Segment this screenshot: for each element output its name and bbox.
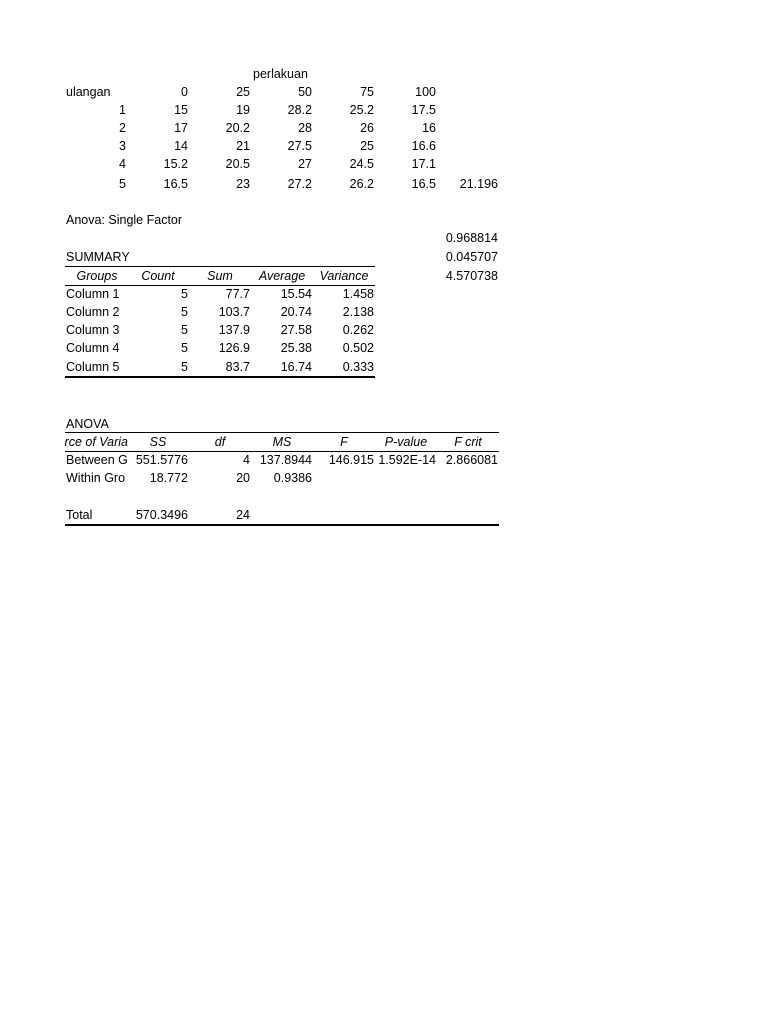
rep-number: 2 (119, 121, 126, 135)
anova-total-df: 24 (236, 508, 250, 522)
anova-header-f: F (340, 435, 348, 449)
data-cell: 27.2 (287, 177, 312, 191)
summary-cell: 2.138 (342, 305, 374, 319)
treatment-col-75: 75 (360, 85, 374, 99)
data-cell: 20.2 (225, 121, 250, 135)
summary-cell: 16.74 (280, 360, 312, 374)
summary-cell: 77.7 (225, 287, 250, 301)
anova-header-df: df (214, 435, 226, 449)
anova-cell: 4 (243, 453, 250, 467)
anova-header-f-crit: F crit (454, 435, 482, 449)
data-cell: 25.2 (349, 103, 374, 117)
treatment-header: perlakuan (253, 67, 308, 81)
treatment-col-25: 25 (236, 85, 250, 99)
data-cell: 28.2 (287, 103, 312, 117)
summary-cell: 126.9 (218, 341, 250, 355)
summary-cell: 83.7 (225, 360, 250, 374)
summary-cell: 0.502 (342, 341, 374, 355)
side-value: 4.570738 (445, 269, 498, 283)
data-cell: 16.5 (163, 177, 188, 191)
anova-cell: 18.772 (149, 471, 188, 485)
extra-value-cell: 21.196 (459, 177, 498, 191)
summary-group-label: Column 1 (66, 287, 120, 301)
data-cell: 14 (174, 139, 188, 153)
summary-header-variance: Variance (319, 269, 369, 283)
anova-header-p-value: P-value (384, 435, 428, 449)
summary-group-label: Column 5 (66, 360, 120, 374)
anova-single-factor-title: Anova: Single Factor (66, 213, 183, 227)
summary-cell: 25.38 (280, 341, 312, 355)
anova-total-label: Total (66, 508, 93, 522)
data-cell: 26.2 (349, 177, 374, 191)
side-value: 0.968814 (445, 231, 498, 245)
side-value: 0.045707 (445, 250, 498, 264)
summary-cell: 27.58 (280, 323, 312, 337)
anova-cell: 2.866081 (445, 453, 498, 467)
summary-cell: 103.7 (218, 305, 250, 319)
rep-number: 4 (119, 157, 126, 171)
summary-cell: 5 (181, 360, 188, 374)
data-cell: 16.6 (411, 139, 436, 153)
anova-header-ms: MS (272, 435, 292, 449)
summary-label: SUMMARY (66, 250, 130, 264)
anova-cell: 1.592E-14 (378, 453, 436, 467)
data-cell: 27.5 (287, 139, 312, 153)
anova-header-ss: SS (149, 435, 167, 449)
data-cell: 27 (298, 157, 312, 171)
data-cell: 17 (174, 121, 188, 135)
anova-header-source: rce of Varia (64, 435, 128, 449)
summary-cell: 5 (181, 287, 188, 301)
summary-cell: 5 (181, 341, 188, 355)
rep-number: 1 (119, 103, 126, 117)
summary-cell: 1.458 (342, 287, 374, 301)
data-cell: 20.5 (225, 157, 250, 171)
data-cell: 28 (298, 121, 312, 135)
summary-cell: 0.333 (342, 360, 374, 374)
data-cell: 15 (174, 103, 188, 117)
anova-cell: 146.915 (328, 453, 374, 467)
anova-cell: 20 (236, 471, 250, 485)
data-cell: 24.5 (349, 157, 374, 171)
rep-number: 3 (119, 139, 126, 153)
anova-total-ss: 570.3496 (135, 508, 188, 522)
data-cell: 15.2 (163, 157, 188, 171)
anova-cell: 137.8944 (259, 453, 312, 467)
anova-bottom-rule (65, 524, 499, 526)
anova-label: ANOVA (66, 417, 109, 431)
summary-cell: 0.262 (342, 323, 374, 337)
treatment-col-100: 100 (415, 85, 436, 99)
anova-cell: 551.5776 (135, 453, 188, 467)
summary-cell: 5 (181, 305, 188, 319)
data-cell: 16.5 (411, 177, 436, 191)
data-cell: 23 (236, 177, 250, 191)
data-cell: 26 (360, 121, 374, 135)
summary-header-count: Count (141, 269, 175, 283)
summary-header-average: Average (258, 269, 306, 283)
summary-header-groups: Groups (76, 269, 118, 283)
data-cell: 17.1 (411, 157, 436, 171)
data-cell: 19 (236, 103, 250, 117)
treatment-col-50: 50 (298, 85, 312, 99)
summary-group-label: Column 2 (66, 305, 120, 319)
summary-group-label: Column 4 (66, 341, 120, 355)
replicate-label: ulangan (66, 85, 111, 99)
anova-source-label: Within Gro (66, 471, 126, 485)
summary-cell: 137.9 (218, 323, 250, 337)
data-cell: 17.5 (411, 103, 436, 117)
summary-cell: 15.54 (280, 287, 312, 301)
rep-number: 5 (119, 177, 126, 191)
summary-header-sum: Sum (207, 269, 233, 283)
anova-source-label: Between G (66, 453, 128, 467)
summary-cell: 20.74 (280, 305, 312, 319)
data-cell: 21 (236, 139, 250, 153)
summary-group-label: Column 3 (66, 323, 120, 337)
treatment-col-0: 0 (181, 85, 188, 99)
summary-bottom-rule (65, 376, 375, 378)
summary-cell: 5 (181, 323, 188, 337)
data-cell: 16 (422, 121, 436, 135)
data-cell: 25 (360, 139, 374, 153)
anova-cell: 0.9386 (273, 471, 312, 485)
